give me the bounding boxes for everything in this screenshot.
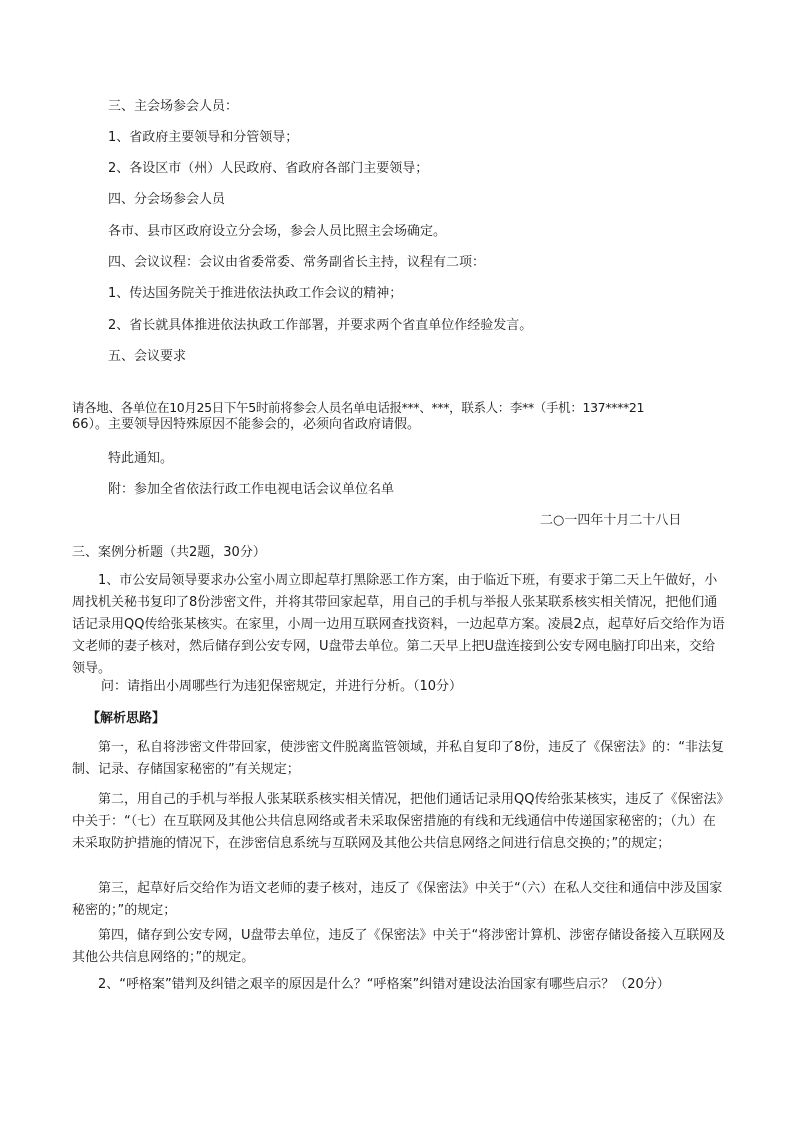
question-2: 2、“呼格案”错判及纠错之艰辛的原因是什么？“呼格案”纠错对建设法治国家有哪些启示？（20分）	[98, 977, 670, 992]
question-1-ask: 问：请指出小周哪些行为违犯保密规定，并进行分析。（10分）	[101, 679, 463, 694]
analysis-point-2: 第二，用自己的手机与举报人张某联系核实相关情况，把他们通话记录用QQ传给张某核实，违反了《保密法》中关于：“（七）在互联网及其他公共信息网络或者未采取保密措施的有线和无线通信中传递国家秘密的；（九）在未采取防护措施的情况下，在涉密信息系统与互联网及其他公共信息网络之间进行信息交换的；”的规定；	[72, 792, 723, 851]
notice-line: 五、会议要求	[108, 349, 187, 364]
notice-line: 三、主会场参会人员：	[108, 99, 239, 114]
section-heading: 三、案例分析题（共2题，30分）	[72, 545, 266, 560]
notice-line: 各市、县市区政府设立分会场，参会人员比照主会场确定。	[108, 224, 447, 239]
analysis-point-4: 第四，储存到公安专网，U盘带去单位，违反了《保密法》中关于“将涉密计算机、涉密存储设备接入互联网及其他公共信息网络的；”的规定。	[72, 928, 726, 965]
analysis-point-1: 第一，私自将涉密文件带回家，使涉密文件脱离监管领域，并私自复印了8份，违反了《保密法》的：“非法复制、记录、存储国家秘密的”有关规定；	[72, 740, 725, 777]
analysis-point-3: 第三，起草好后交给作为语文老师的妻子核对，违反了《保密法》中关于“（六）在私人交往和通信中涉及国家秘密的；”的规定；	[72, 881, 723, 918]
analysis-title: 【解析思路】	[87, 711, 166, 726]
notice-line: 特此通知。	[108, 451, 174, 466]
notice-line: 1、省政府主要领导和分管领导；	[108, 130, 299, 145]
attachment-line: 附：参加全省依法行政工作电视电话会议单位名单	[108, 482, 395, 497]
notice-line: 2、省长就具体推进依法执政工作部署，并要求两个省直单位作经验发言。	[108, 318, 533, 333]
question-1-text: 1、市公安局领导要求办公室小周立即起草打黑除恶工作方案，由于临近下班，有要求于第二天上午做好，小周找机关秘书复印了8份涉密文件，并将其带回家起草，用自己的手机与举报人张某联系核实相关情况，把他们通话记录用QQ传给张某核实。在家里，小周一边用互联网查找资料，一边起草方案。凌晨2点，起草好后交给作为语文老师的妻子核对，然后储存到公安专网，U盘带去单位。第二天早上把U盘连接到公安专网电脑打印出来，交给领导。	[72, 573, 725, 676]
notice-line: 1、传达国务院关于推进依法执政工作会议的精神；	[108, 286, 403, 301]
notice-line: 66）。主要领导因特殊原因不能参会的，必须向省政府请假。	[72, 417, 421, 432]
notice-line: 请各地、各单位在10月25日下午5时前将参会人员名单电话报***、***，联系人：李**（手机：137****21	[72, 400, 645, 415]
notice-line: 2、各设区市（州）人民政府、省政府各部门主要领导；	[108, 161, 429, 176]
notice-line: 四、会议议程：会议由省委常委、常务副省长主持，议程有二项：	[108, 255, 486, 270]
notice-line: 四、分会场参会人员	[108, 192, 226, 207]
notice-date: 二○一四年十月二十八日	[540, 513, 682, 528]
